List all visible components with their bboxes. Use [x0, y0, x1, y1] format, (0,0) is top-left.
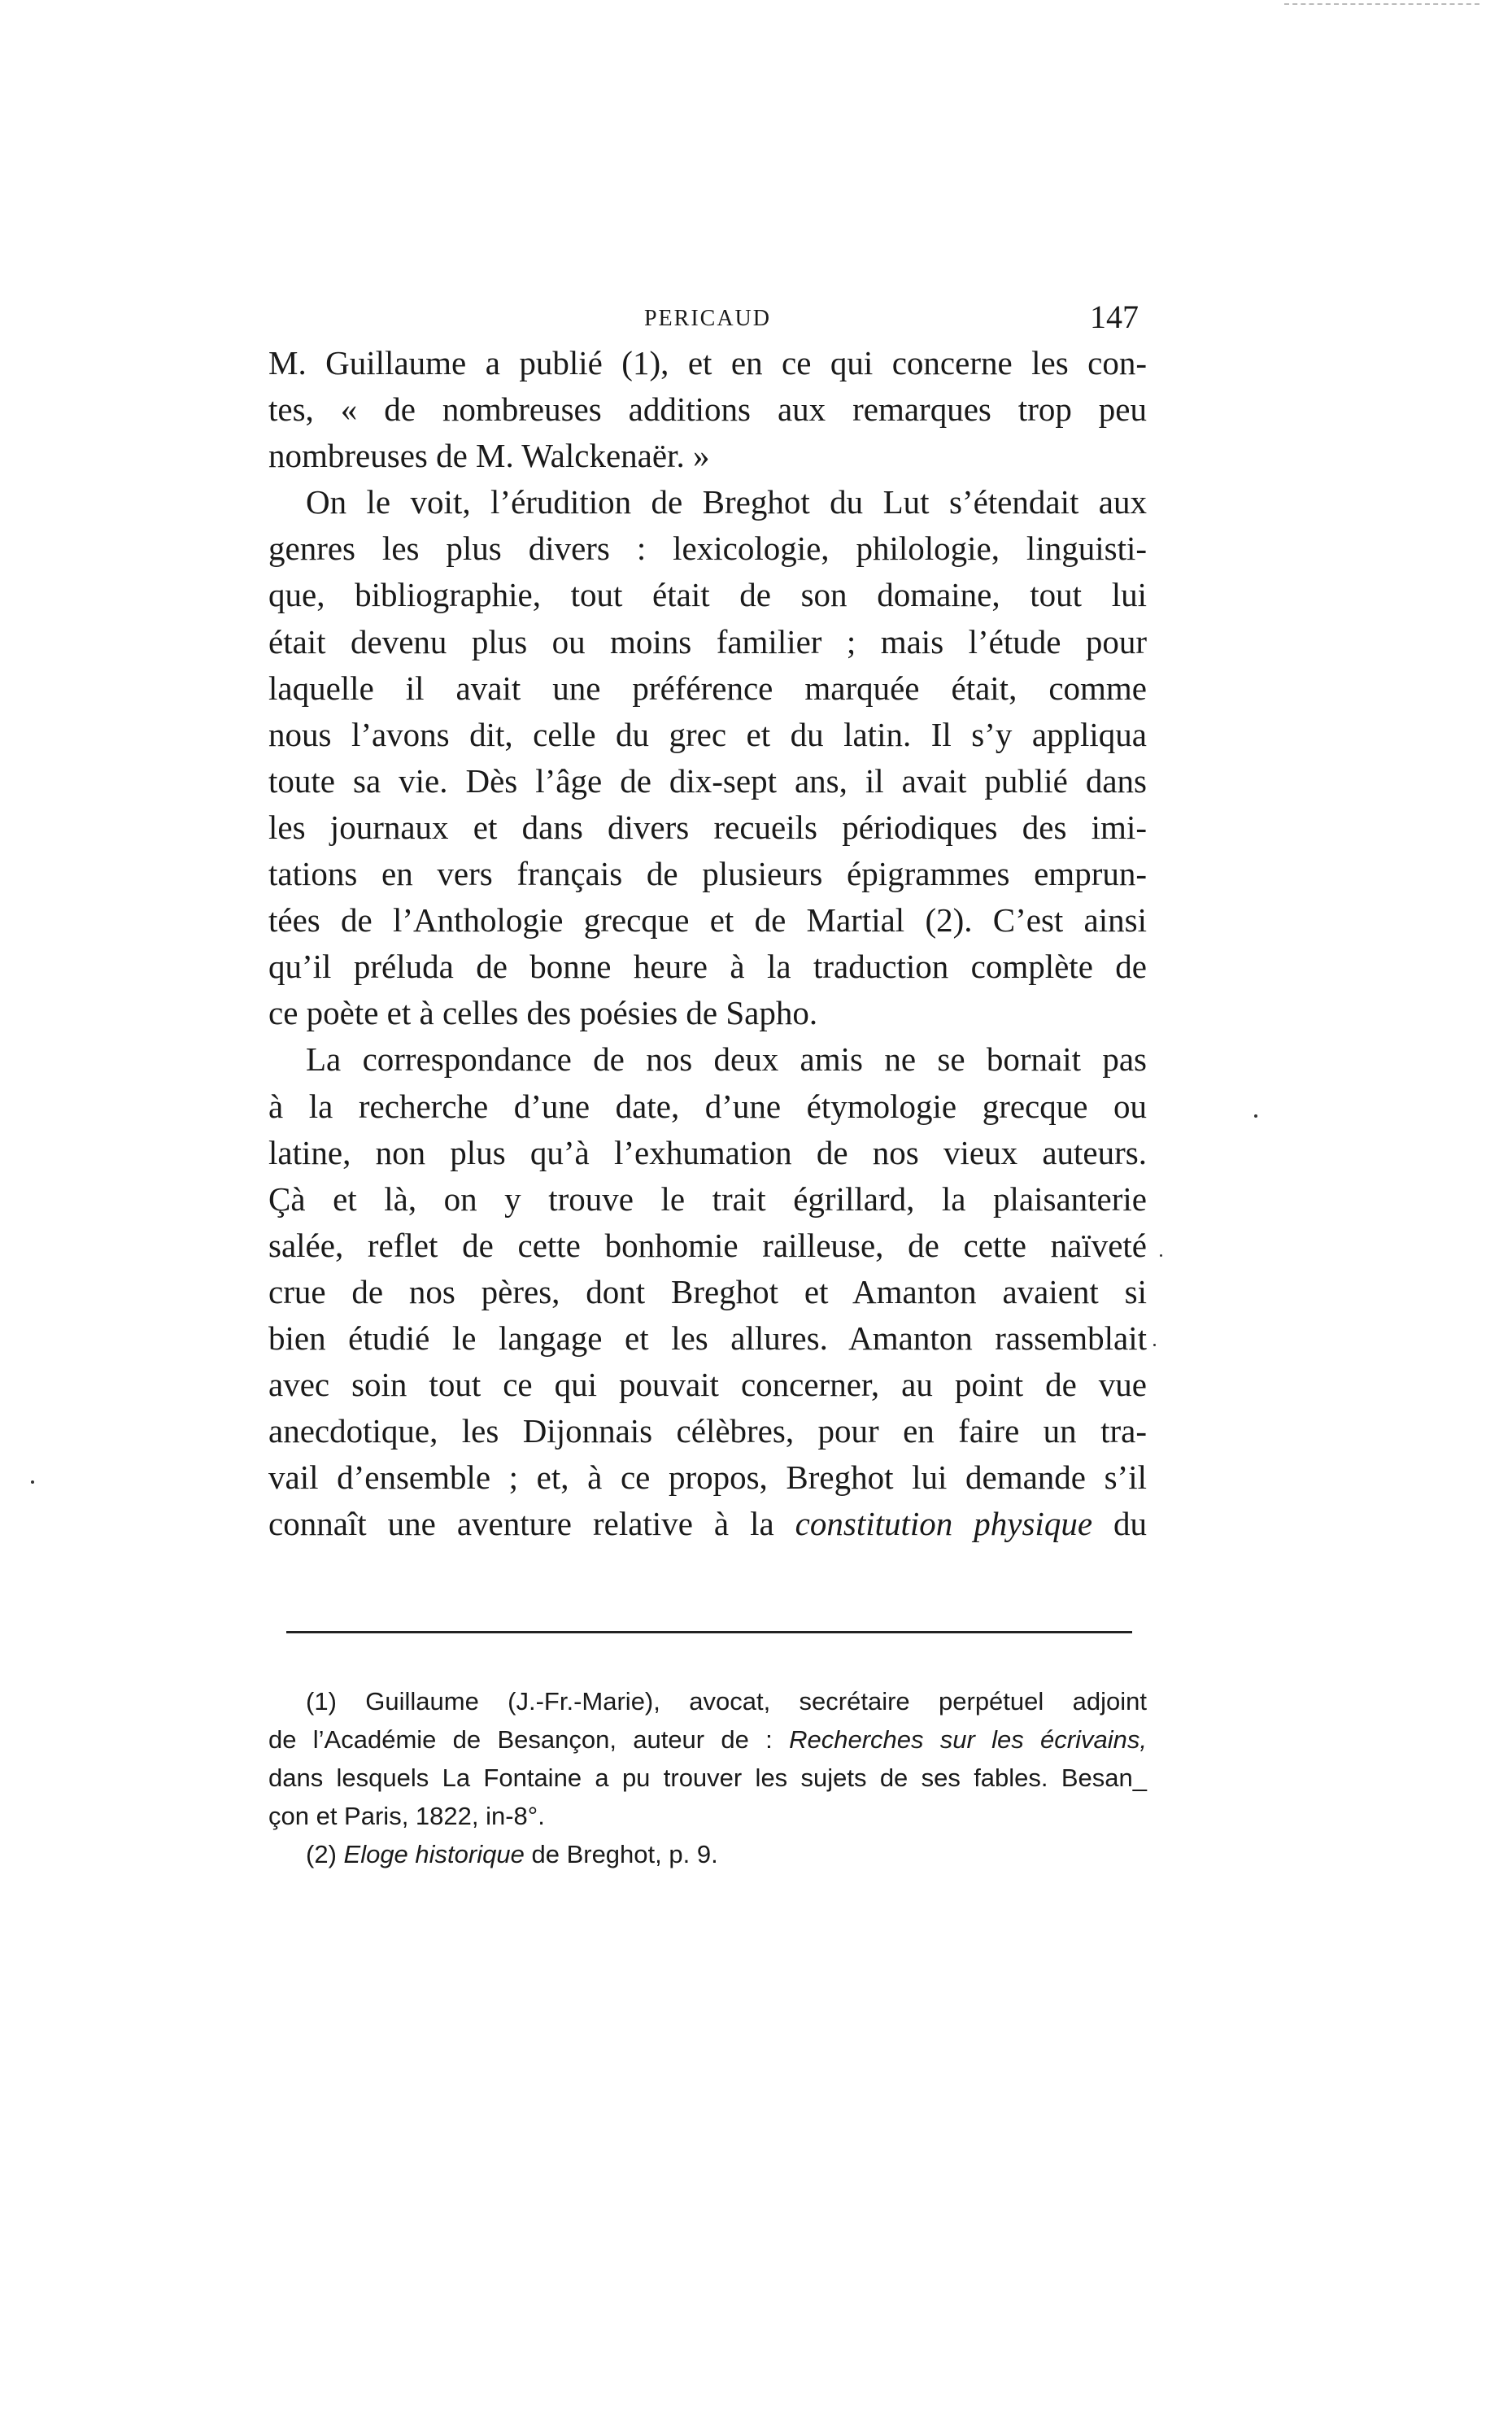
body-text	[268, 340, 1147, 1547]
body-line: tées de l’Anthologie grecque et de Martial (2). C’est ainsi	[268, 901, 1147, 940]
running-head	[268, 298, 1147, 338]
paragraph-start: La correspondance de nos deux amis ne se bornait pas	[306, 1040, 1147, 1079]
italic-title: Eloge historique	[343, 1840, 525, 1868]
italic-title: Recherches sur les écrivains,	[789, 1725, 1147, 1754]
body-line: à la recherche d’une date, d’une étymologie grecque ou	[268, 1087, 1147, 1125]
body-line	[268, 1501, 1147, 1547]
body-line: genres les plus divers : lexicologie, philologie, linguisti-	[268, 530, 1147, 568]
footnote-rule	[286, 1631, 1132, 1633]
body-line-text: connaît une aventure relative à la	[268, 1505, 774, 1543]
scan-speck	[31, 1480, 34, 1484]
italic-phrase: constitution physique	[795, 1505, 1093, 1543]
body-line: bien étudié le langage et les allures. Amanton rassemblait	[268, 1319, 1147, 1357]
running-title: PERICAUD	[643, 306, 771, 331]
scan-speck	[1160, 1254, 1162, 1257]
scan-speck	[1254, 1114, 1257, 1118]
body-line-text: du	[1113, 1505, 1148, 1543]
body-line: tes, « de nombreuses additions aux remarques trop peu	[268, 390, 1147, 429]
body-line: nous l’avons dit, celle du grec et du latin. Il s’y appliqua	[268, 715, 1147, 753]
body-line: laquelle il avait une préférence marquée était, comme	[268, 669, 1147, 707]
body-line: toute sa vie. Dès l’âge de dix-sept ans, il avait publié dans	[268, 761, 1147, 800]
body-line: anecdotique, les Dijonnais célèbres, pour en faire un tra-	[268, 1412, 1147, 1450]
footnote-line: dans lesquels La Fontaine a pu trouver les sujets de ses fables. Besan_	[268, 1764, 1147, 1792]
body-line: M. Guillaume a publié (1), et en ce qui concerne les con-	[268, 344, 1147, 381]
page-number: 147	[1090, 299, 1139, 335]
footnote-line	[268, 1720, 1147, 1759]
body-line: les journaux et dans divers recueils périodiques des imi-	[268, 808, 1147, 846]
body-line: avec soin tout ce qui pouvait concerner, au point de vue	[268, 1366, 1147, 1404]
body-line: latine, non plus qu’à l’exhumation de nos vieux auteurs.	[268, 1133, 1147, 1171]
body-line: que, bibliographie, tout était de son domaine, tout lui	[268, 576, 1147, 614]
body-line: vail d’ensemble ; et, à ce propos, Breghot lui demande s’il	[268, 1458, 1147, 1497]
scan-edge-marks	[1284, 3, 1479, 7]
body-line: qu’il préluda de bonne heure à la traduction complète de	[268, 948, 1147, 986]
body-line: crue de nos pères, dont Breghot et Amanton avaient si	[268, 1272, 1147, 1310]
body-line: Çà et là, on y trouve le trait égrillard, la plaisanterie	[268, 1179, 1147, 1218]
footnote-text: de Breghot, p. 9.	[531, 1840, 718, 1868]
paragraph-start: On le voit, l’érudition de Breghot du Lut s’étendait aux	[306, 483, 1147, 521]
body-line: nombreuses de M. Walckenaër. »	[268, 437, 710, 475]
footnote-1: (1) Guillaume (J.-Fr.-Marie), avocat, secrétaire perpétuel adjoint	[306, 1687, 1147, 1716]
body-line: ce poète et à celles des poésies de Sapho.	[268, 994, 818, 1032]
footnotes	[268, 1682, 1147, 1873]
footnote-2	[268, 1835, 1147, 1873]
footnote-marker: (2)	[306, 1840, 337, 1868]
footnote-text: de l’Académie de Besançon, auteur de :	[268, 1725, 773, 1754]
body-line: était devenu plus ou moins familier ; mais l’étude pour	[268, 622, 1147, 661]
footnote-line: çon et Paris, 1822, in-8°.	[268, 1802, 545, 1830]
body-line: salée, reflet de cette bonhomie railleuse, de cette naïveté	[268, 1226, 1147, 1264]
scan-speck	[1153, 1344, 1156, 1346]
body-line: tations en vers français de plusieurs épigrammes emprun-	[268, 855, 1147, 893]
